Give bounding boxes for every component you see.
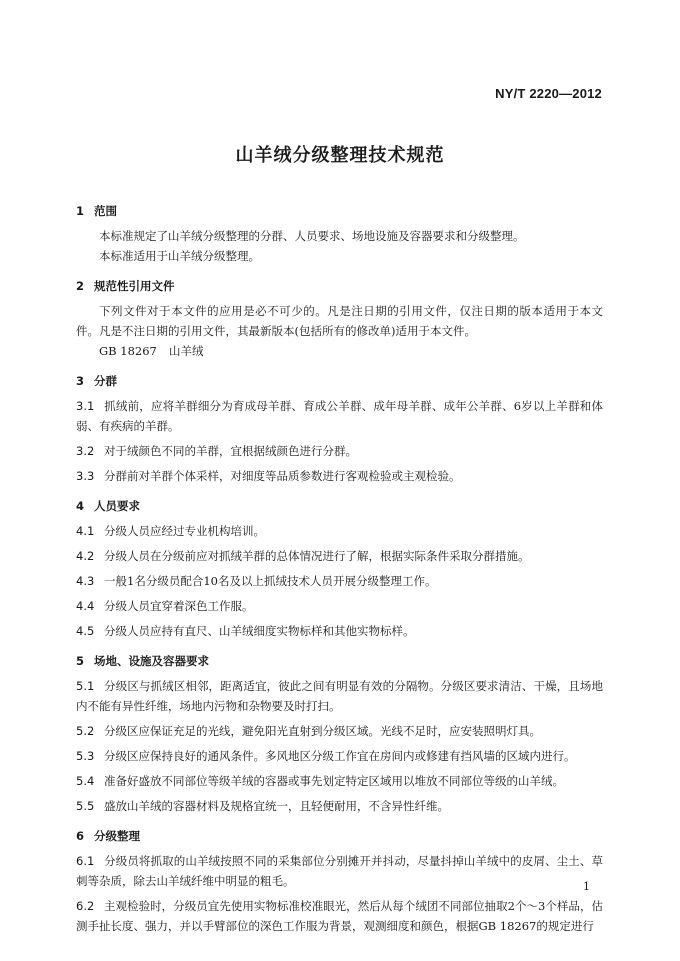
clause bbox=[76, 546, 603, 566]
clause-text: 分群前对羊群个体采样，对细度等品质参数进行客观检验或主观检验。 bbox=[104, 469, 461, 483]
clause-number: 3.3 bbox=[76, 469, 95, 483]
clause bbox=[76, 621, 603, 641]
clause-number: 3.1 bbox=[76, 399, 95, 413]
clause-text: 分级区应保证充足的光线，避免阳光直射到分级区域。光线不足时，应安装照明灯具。 bbox=[104, 724, 541, 738]
section-number: 3 bbox=[76, 374, 85, 388]
section-title: 场地、设施及容器要求 bbox=[94, 654, 209, 668]
reference-code: GB 18267 bbox=[99, 344, 157, 358]
section-number: 4 bbox=[76, 499, 85, 513]
paragraph: 下列文件对于本文件的应用是必不可少的。凡是注日期的引用文件，仅注日期的版本适用于本文件。凡是不注日期的引用文件，其最新版本(包括所有的修改单)适用于本文件。 bbox=[76, 304, 603, 338]
section-heading bbox=[76, 826, 603, 846]
clause-number: 5.1 bbox=[76, 679, 95, 693]
clause bbox=[76, 521, 603, 541]
clause bbox=[76, 796, 603, 816]
section-title: 分群 bbox=[94, 374, 117, 388]
section-number: 5 bbox=[76, 654, 85, 668]
clause bbox=[76, 746, 603, 766]
standard-number: NY/T 2220—2012 bbox=[495, 86, 602, 101]
clause bbox=[76, 771, 603, 791]
paragraph: 本标准适用于山羊绒分级整理。 bbox=[99, 249, 260, 263]
clause-text: 盛放山羊绒的容器材料及规格宜统一，且轻便耐用，不含异性纤维。 bbox=[104, 799, 449, 813]
section-title: 分级整理 bbox=[94, 829, 140, 843]
clause bbox=[76, 851, 603, 891]
clause-number: 5.3 bbox=[76, 749, 95, 763]
document-body bbox=[76, 191, 603, 941]
reference-name: 山羊绒 bbox=[169, 344, 204, 358]
clause-text: 对于绒颜色不同的羊群，宜根据绒颜色进行分群。 bbox=[104, 444, 357, 458]
clause-text: 分级人员应经过专业机构培训。 bbox=[104, 524, 265, 538]
clause-text: 分级区应保持良好的通风条件。多风地区分级工作宜在房间内或修建有挡风墙的区域内进行。 bbox=[104, 749, 576, 763]
section-heading bbox=[76, 201, 603, 221]
clause-number: 5.4 bbox=[76, 774, 95, 788]
clause bbox=[76, 596, 603, 616]
clause-text: 分级人员宜穿着深色工作服。 bbox=[104, 599, 254, 613]
clause bbox=[76, 571, 603, 591]
section-heading bbox=[76, 371, 603, 391]
clause bbox=[76, 896, 603, 936]
clause-text: 分级员将抓取的山羊绒按照不同的采集部位分别摊开并抖动，尽量抖掉山羊绒中的皮屑、尘土、草刺等杂质，除去山羊绒纤维中明显的粗毛。 bbox=[76, 854, 603, 888]
clause-number: 5.2 bbox=[76, 724, 95, 738]
clause-number: 5.5 bbox=[76, 799, 95, 813]
clause-text: 分级人员在分级前应对抓绒羊群的总体情况进行了解，根据实际条件采取分群措施。 bbox=[104, 549, 530, 563]
clause-number: 3.2 bbox=[76, 444, 95, 458]
normative-reference bbox=[76, 341, 603, 361]
clause bbox=[76, 396, 603, 436]
clause-text: 一般1名分级员配合10名及以上抓绒技术人员开展分级整理工作。 bbox=[104, 574, 437, 588]
clause bbox=[76, 466, 603, 486]
section-number: 2 bbox=[76, 279, 85, 293]
clause-text: 主观检验时，分级员宜先使用实物标准校准眼光，然后从每个绒团不同部位抽取2个～3个样品，估测手扯长度、强力，并以手臂部位的深色工作服为背景，观测细度和颜色，根据GB 18267的规定进行 bbox=[76, 899, 603, 933]
clause-text: 准备好盛放不同部位等级羊绒的容器或事先划定特定区域用以堆放不同部位等级的山羊绒。 bbox=[104, 774, 564, 788]
clause bbox=[76, 721, 603, 741]
clause-number: 6.1 bbox=[76, 854, 95, 868]
page-number: 1 bbox=[583, 880, 590, 893]
document-title: 山羊绒分级整理技术规范 bbox=[235, 145, 445, 166]
clause bbox=[76, 676, 603, 716]
section-title: 规范性引用文件 bbox=[94, 279, 175, 293]
clause-number: 4.4 bbox=[76, 599, 95, 613]
paragraph: 本标准规定了山羊绒分级整理的分群、人员要求、场地设施及容器要求和分级整理。 bbox=[99, 229, 525, 243]
clause-number: 4.3 bbox=[76, 574, 95, 588]
clause-number: 4.1 bbox=[76, 524, 95, 538]
clause-text: 分级区与抓绒区相邻，距离适宜，彼此之间有明显有效的分隔物。分级区要求清洁、干燥，且场地内不能有异性纤维，场地内污物和杂物要及时打扫。 bbox=[76, 679, 603, 713]
section-title: 人员要求 bbox=[94, 499, 140, 513]
section-number: 1 bbox=[76, 204, 85, 218]
section-heading bbox=[76, 651, 603, 671]
clause bbox=[76, 441, 603, 461]
section-heading bbox=[76, 496, 603, 516]
section-number: 6 bbox=[76, 829, 85, 843]
section-title: 范围 bbox=[94, 204, 117, 218]
clause-number: 4.5 bbox=[76, 624, 95, 638]
section-heading bbox=[76, 276, 603, 296]
clause-number: 6.2 bbox=[76, 899, 95, 913]
clause-text: 抓绒前，应将羊群细分为育成母羊群、育成公羊群、成年母羊群、成年公羊群、6岁以上羊群和体弱、有疾病的羊群。 bbox=[76, 399, 603, 433]
clause-number: 4.2 bbox=[76, 549, 95, 563]
clause-text: 分级人员应持有直尺、山羊绒细度实物标样和其他实物标样。 bbox=[104, 624, 415, 638]
